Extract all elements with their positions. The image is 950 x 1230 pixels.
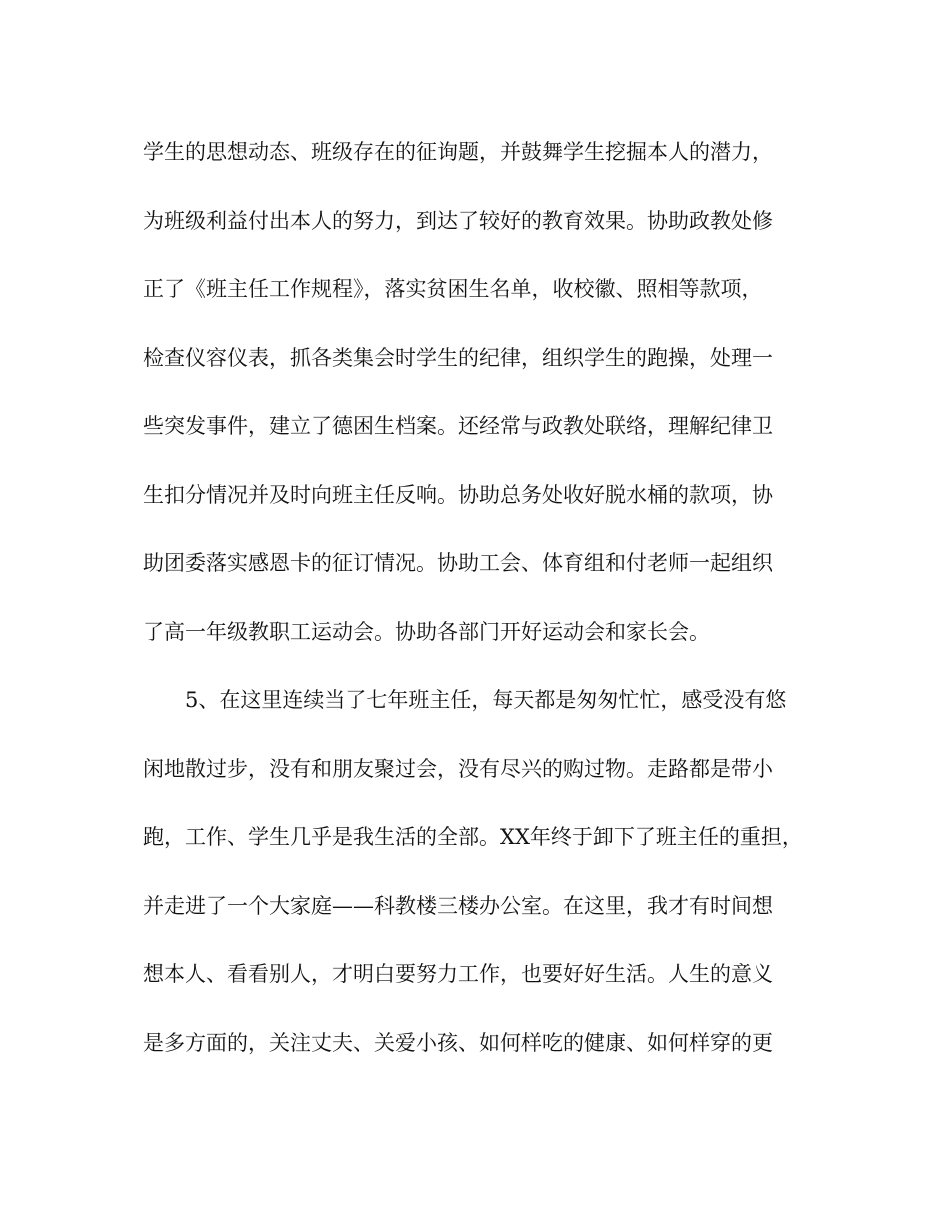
text-line-4: 检查仪容仪表，抓各类集会时学生的纪律，组织学生的跑操，处理一 <box>143 345 773 370</box>
text-line-9: 5、在这里连续当了七年班主任，每天都是匆匆忙忙，感受没有悠 <box>185 688 787 712</box>
text-line-14: 是多方面的，关注丈夫、关爱小孩、如何样吃的健康、如何样穿的更 <box>143 1030 773 1055</box>
text-line-7: 助团委落实感恩卡的征订情况。协助工会、体育组和付老师一起组织 <box>143 551 773 575</box>
text-line-6: 生扣分情况并及时向班主任反响。协助总务处收好脱水桶的款项，协 <box>143 482 773 507</box>
text-line-13: 想本人、看看别人，才明白要努力工作，也要好好生活。人生的意义 <box>143 962 773 986</box>
body-text <box>143 118 823 1077</box>
text-line-5: 些突发事件，建立了德困生档案。还经常与政教处联络，理解纪律卫 <box>143 414 773 438</box>
text-line-3: 正了《班主任工作规程》，落实贫困生名单，收校徽、照相等款项， <box>143 277 763 301</box>
text-line-1: 学生的思想动态、班级存在的征询题，并鼓舞学生挖掘本人的潜力， <box>143 140 773 164</box>
text-line-12: 并走进了一个大家庭——科教楼三楼办公室。在这里，我才有时间想 <box>143 893 773 918</box>
text-line-10: 闲地散过步，没有和朋友聚过会，没有尽兴的购过物。走路都是带小 <box>143 756 773 781</box>
text-line-8: 了高一年级教职工运动会。协助各部门开好运动会和家长会。 <box>143 619 710 644</box>
text-line-2: 为班级利益付出本人的努力，到达了较好的教育效果。协助政教处修 <box>143 208 773 233</box>
text-line-11: 跑，工作、学生几乎是我生活的全部。XX年终于卸下了班主任的重担， <box>143 825 803 849</box>
